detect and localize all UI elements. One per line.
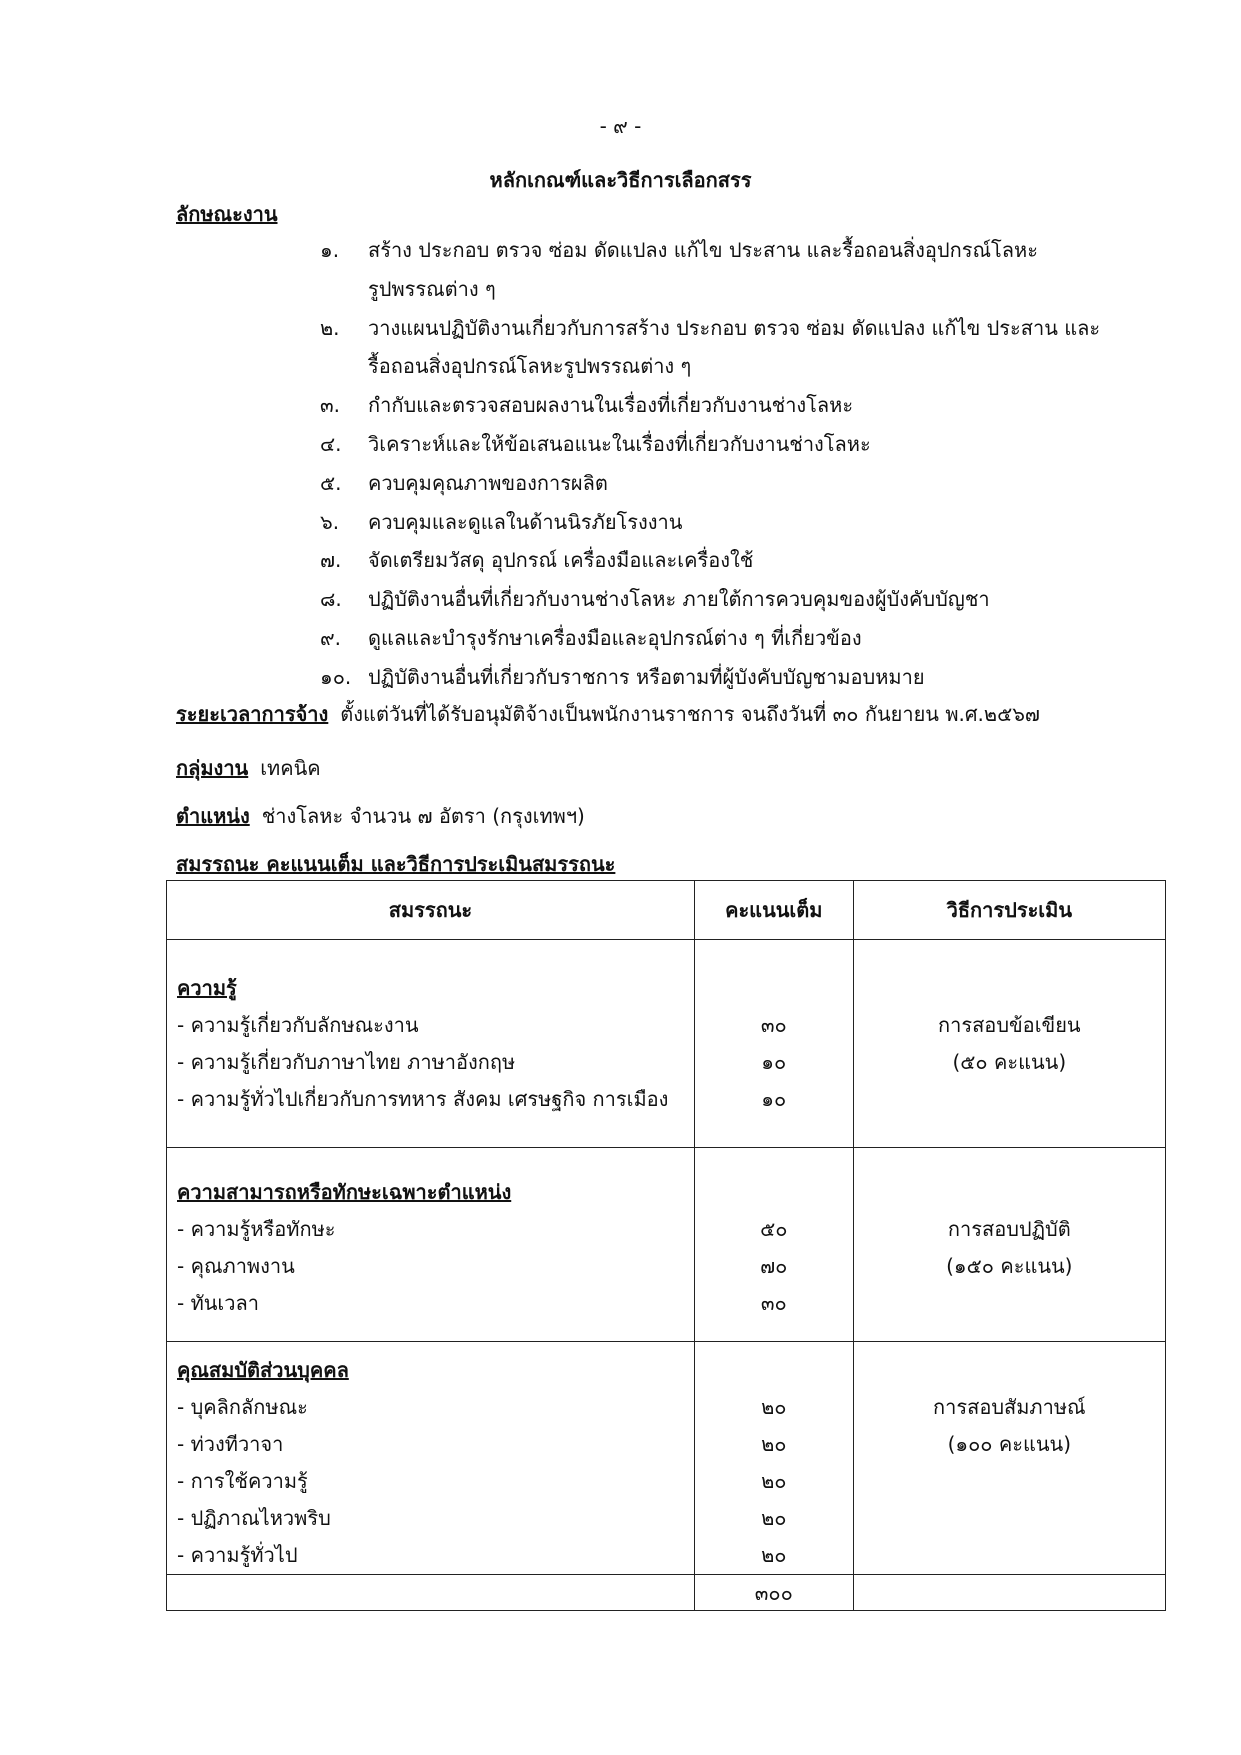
- competency-item: - ความรู้ทั่วไป: [177, 1543, 298, 1567]
- competency-item: - คุณภาพงาน: [177, 1254, 295, 1278]
- duty-item: [320, 467, 608, 499]
- competency-group-title: คุณสมบัติส่วนบุคคล: [177, 1358, 349, 1382]
- total-score-cell: [694, 1575, 853, 1611]
- duty-continuation: รูปพรรณต่าง ๆ: [368, 276, 496, 301]
- competency-item: - ท่วงทีวาจา: [177, 1432, 284, 1456]
- employment-period-value: ตั้งแต่วันที่ได้รับอนุมัติจ้างเป็นพนักงานราชการ จนถึงวันที่ ๓๐ กันยายน พ.ศ.๒๕๖๗: [340, 702, 1040, 726]
- competency-cell: [167, 1342, 695, 1575]
- method-text: การสอบปฏิบัติ: [947, 1217, 1071, 1241]
- document-title: หลักเกณฑ์และวิธีการเลือกสรร: [489, 168, 752, 192]
- header-competency: สมรรถนะ: [167, 881, 695, 940]
- score-items: [695, 1148, 853, 1322]
- competency-item: - ความรู้ทั่วไปเกี่ยวกับการทหาร สังคม เศรษฐกิจ การเมือง: [177, 1087, 669, 1111]
- total-method-cell: [853, 1575, 1165, 1611]
- method-text: การสอบข้อเขียน: [938, 1013, 1081, 1037]
- table-header-row: [167, 881, 1166, 940]
- table-group-row: [167, 1342, 1166, 1575]
- competency-item: - ปฏิภาณไหวพริบ: [177, 1506, 331, 1530]
- score-value: ๗๐: [760, 1254, 788, 1278]
- duty-number: ๗.: [320, 548, 342, 573]
- duty-item: [320, 506, 682, 538]
- duty-text: ควบคุมและดูแลในด้านนิรภัยโรงงาน: [368, 509, 683, 534]
- score-spacer: [695, 1174, 853, 1211]
- duty-text: ปฏิบัติงานอื่นที่เกี่ยวกับงานช่างโลหะ ภายใต้การควบคุมของผู้บังคับบัญชา: [368, 587, 990, 612]
- method-spacer: [854, 970, 1165, 1007]
- score-value: ๒๐: [761, 1506, 787, 1530]
- score-value: ๑๐: [761, 1087, 787, 1111]
- score-value: ๕๐: [760, 1217, 788, 1241]
- header-method: วิธีการประเมิน: [853, 881, 1165, 940]
- competency-group-title: ความรู้: [177, 976, 237, 1000]
- method-spacer: [854, 1352, 1165, 1389]
- competency-items: [167, 940, 694, 1118]
- employment-period-label: ระยะเวลาการจ้าง: [176, 702, 329, 726]
- competency-item: - ความรู้เกี่ยวกับภาษาไทย ภาษาอังกฤษ: [177, 1050, 516, 1074]
- duty-continuation: รื้อถอนสิ่งอุปกรณ์โลหะรูปพรรณต่าง ๆ: [368, 354, 692, 379]
- competency-cell: [167, 940, 695, 1148]
- score-cell: [694, 940, 853, 1148]
- score-spacer: [695, 1352, 853, 1389]
- duty-text: สร้าง ประกอบ ตรวจ ซ่อม ดัดแปลง แก้ไข ประสาน และรื้อถอนสิ่งอุปกรณ์โลหะ: [368, 238, 1038, 262]
- competency-group-title: ความสามารถหรือทักษะเฉพาะตำแหน่ง: [177, 1180, 512, 1204]
- score-spacer: [695, 970, 853, 1007]
- duty-item: [320, 544, 753, 576]
- method-text: (๕๐ คะแนน): [952, 1050, 1067, 1074]
- duty-item: [320, 583, 990, 615]
- score-value: ๒๐: [761, 1469, 787, 1493]
- competency-table: [166, 880, 1166, 1611]
- table-total-row: [167, 1575, 1166, 1611]
- position-value: ช่างโลหะ จำนวน ๗ อัตรา (กรุงเทพฯ): [261, 804, 585, 828]
- duty-number: ๓.: [320, 393, 341, 418]
- competency-cell: [167, 1148, 695, 1342]
- duty-text: วางแผนปฏิบัติงานเกี่ยวกับการสร้าง ประกอบ ตรวจ ซ่อม ดัดแปลง แก้ไข ประสาน และ: [368, 315, 1101, 340]
- duty-item: [320, 661, 925, 693]
- competency-items: [167, 1342, 694, 1574]
- competency-item: - ทันเวลา: [177, 1291, 259, 1315]
- page-number: - ๙ -: [599, 114, 642, 138]
- duty-number: ๑๐.: [320, 664, 352, 689]
- position-label: ตำแหน่ง: [176, 804, 250, 828]
- total-score: ๓๐๐: [754, 1580, 793, 1605]
- score-cell: [694, 1148, 853, 1342]
- duty-number: ๘.: [320, 587, 342, 612]
- duty-item: [320, 622, 862, 654]
- score-cell: [694, 1342, 853, 1575]
- duty-number: ๒.: [320, 315, 340, 340]
- method-text: (๑๐๐ คะแนน): [947, 1432, 1072, 1456]
- score-value: ๑๐: [761, 1050, 787, 1074]
- duty-number: ๔.: [320, 432, 342, 456]
- method-items: [854, 940, 1165, 1081]
- duty-text: ควบคุมคุณภาพของการผลิต: [368, 470, 608, 495]
- duty-text: กำกับและตรวจสอบผลงานในเรื่องที่เกี่ยวกับงานช่างโลหะ: [368, 393, 854, 418]
- method-cell: [853, 940, 1165, 1148]
- score-value: ๓๐: [760, 1013, 787, 1037]
- competency-item: - การใช้ความรู้: [177, 1469, 308, 1493]
- duty-text: วิเคราะห์และให้ข้อเสนอแนะในเรื่องที่เกี่ยวกับงานช่างโลหะ: [368, 432, 871, 456]
- work-group: [176, 752, 321, 784]
- duty-number: ๑.: [320, 238, 340, 262]
- header-full-score: คะแนนเต็ม: [694, 881, 853, 940]
- score-value: ๒๐: [761, 1543, 787, 1567]
- position: [176, 800, 585, 832]
- method-cell: [853, 1148, 1165, 1342]
- method-items: [854, 1342, 1165, 1463]
- method-spacer: [854, 1174, 1165, 1211]
- duty-number: ๖.: [320, 509, 340, 534]
- competency-items: [167, 1148, 694, 1322]
- duty-number: ๕.: [320, 470, 342, 495]
- duty-text: จัดเตรียมวัสดุ อุปกรณ์ เครื่องมือและเครื่องใช้: [368, 548, 754, 573]
- duty-number: ๙.: [320, 626, 342, 650]
- work-group-value: เทคนิค: [260, 756, 321, 780]
- table-group-row: [167, 1148, 1166, 1342]
- table-group-row: [167, 940, 1166, 1148]
- duty-item: [320, 389, 853, 421]
- method-items: [854, 1148, 1165, 1285]
- duty-item: [320, 234, 1038, 266]
- score-value: ๒๐: [761, 1395, 787, 1419]
- duty-text: ดูแลและบำรุงรักษาเครื่องมือและอุปกรณ์ต่าง ๆ ที่เกี่ยวข้อง: [368, 626, 862, 650]
- score-items: [695, 1342, 853, 1574]
- duty-item: [320, 428, 871, 460]
- total-label-cell: [167, 1575, 695, 1611]
- score-value: ๒๐: [761, 1432, 787, 1456]
- employment-period: [176, 698, 1040, 730]
- method-text: (๑๕๐ คะแนน): [946, 1254, 1073, 1278]
- score-items: [695, 940, 853, 1118]
- work-group-label: กลุ่มงาน: [176, 756, 249, 780]
- method-cell: [853, 1342, 1165, 1575]
- score-value: ๓๐: [760, 1291, 787, 1315]
- competency-item: - ความรู้เกี่ยวกับลักษณะงาน: [177, 1013, 419, 1037]
- competency-item: - ความรู้หรือทักษะ: [177, 1217, 336, 1241]
- duty-item: [320, 312, 1100, 344]
- job-description-heading: ลักษณะงาน: [176, 202, 278, 226]
- competency-heading: สมรรถนะ คะแนนเต็ม และวิธีการประเมินสมรรถนะ: [176, 852, 616, 876]
- competency-item: - บุคลิกลักษณะ: [177, 1395, 308, 1419]
- method-text: การสอบสัมภาษณ์: [933, 1395, 1086, 1419]
- duty-text: ปฏิบัติงานอื่นที่เกี่ยวกับราชการ หรือตามที่ผู้บังคับบัญชามอบหมาย: [368, 664, 925, 689]
